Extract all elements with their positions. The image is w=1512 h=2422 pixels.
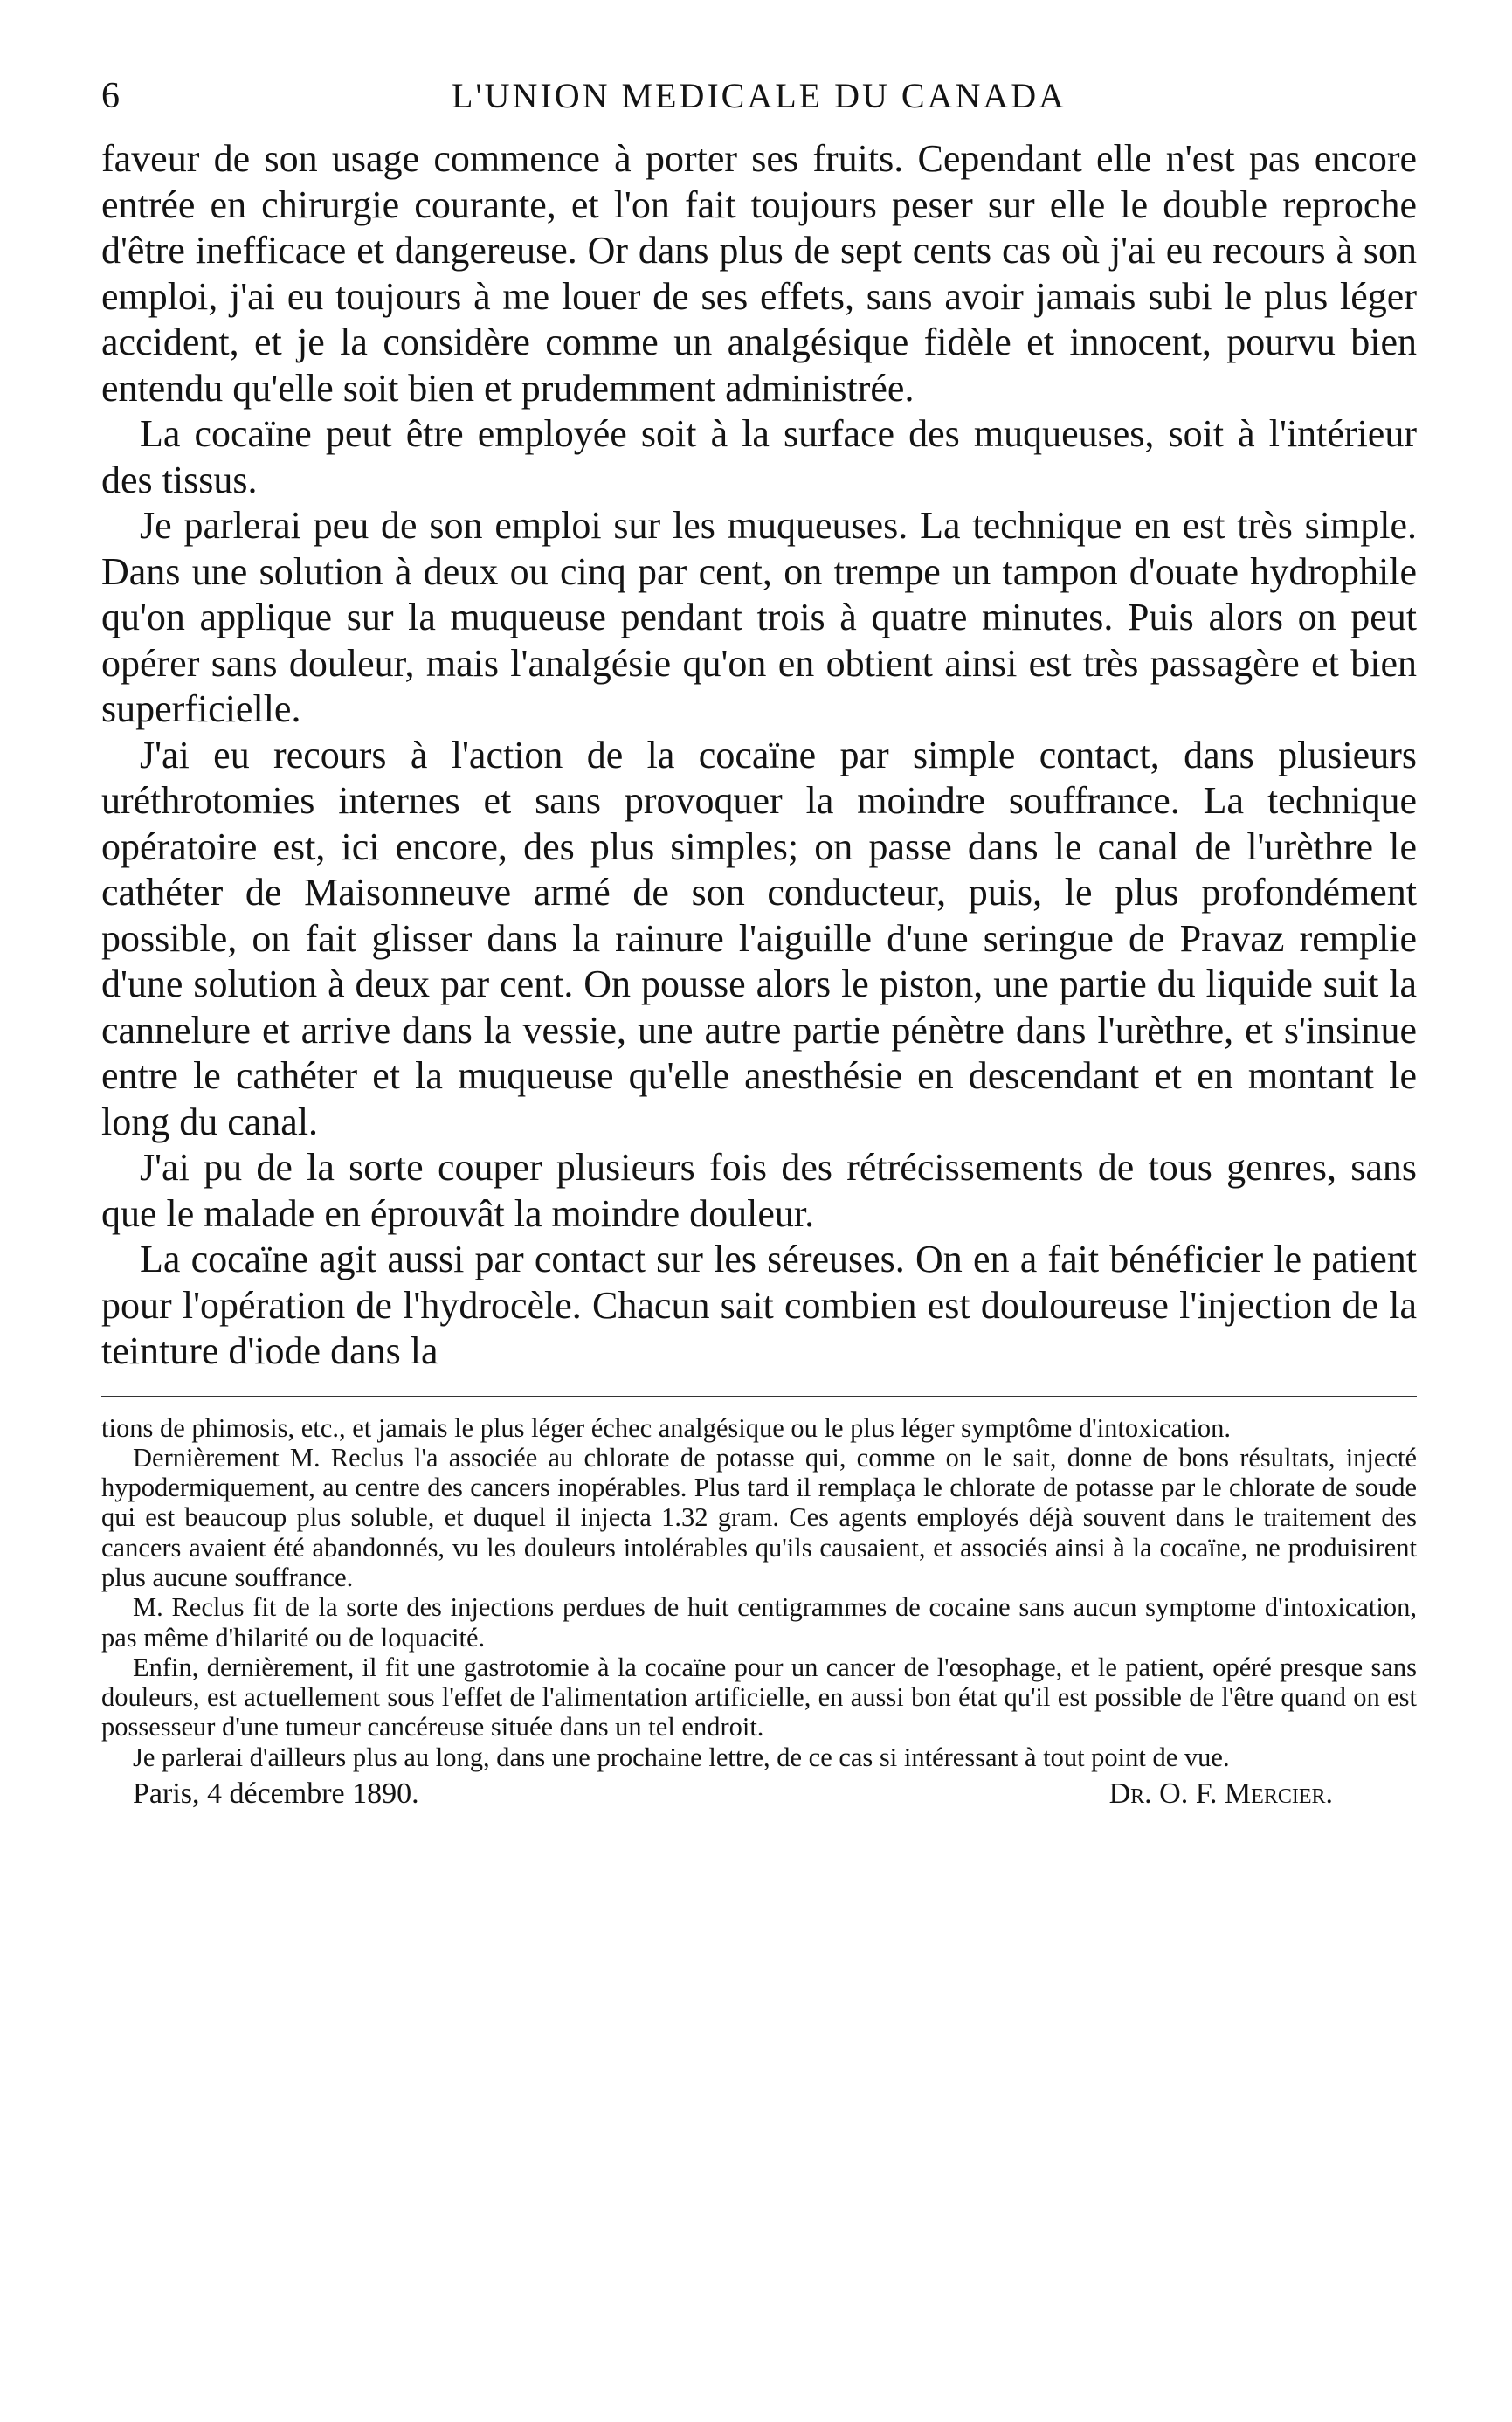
footnote-paragraph: M. Reclus fit de la sorte des injections perdues de huit centigrammes de cocaine sans aucun symptome d'intoxication, pas même d'hilarité ou de loquacité.: [101, 1592, 1417, 1653]
footnote-paragraph: Enfin, dernièrement, il fit une gastrotomie à la cocaïne pour un cancer de l'œsophage, et le patient, opéré presque sans douleurs, est actuellement sous l'effet de l'alimentation artificielle, en aussi bon état qu'il est possible de l'être quand on est possesseur d'une tumeur cancéreuse située dans un tel endroit.: [101, 1652, 1417, 1742]
body-paragraph: J'ai pu de la sorte couper plusieurs fois des rétrécissements de tous genres, sans que le malade en éprouvât la moindre douleur.: [101, 1146, 1417, 1235]
place-date: Paris, 4 décembre 1890.: [133, 1777, 419, 1811]
article-body: [101, 136, 1417, 1375]
author-signature: Dr. O. F. Mercier.: [1108, 1777, 1333, 1811]
body-paragraph: J'ai eu recours à l'action de la cocaïne par simple contact, dans plusieurs uréthrotomies internes et sans provoquer la moindre souffrance. La technique opératoire est, ici encore, des plus simples; on passe dans le canal de l'urèthre le cathéter de Maisonneuve armé de son conducteur, puis, le plus profondément possible, on fait glisser dans la rainure l'aiguille d'une seringue de Pravaz remplie d'une solution à deux par cent. On pousse alors le piston, une partie du liquide suit la cannelure et arrive dans la vessie, une autre partie pénètre dans l'urèthre, et s'insinue entre le cathéter et la muqueuse qu'elle anesthésie en descendant et en montant le long du canal.: [101, 733, 1417, 1143]
body-paragraph: Je parlerai peu de son emploi sur les muqueuses. La technique en est très simple. Dans une solution à deux ou cinq par cent, on trempe un tampon d'ouate hydrophile qu'on applique sur la muqueuse pendant trois à quatre minutes. Puis alors on peut opérer sans douleur, mais l'analgésie qu'on en obtient ainsi est très passagère et bien superficielle.: [101, 504, 1417, 730]
footnote-paragraph: Dernièrement M. Reclus l'a associée au chlorate de potasse qui, comme on le sait, donne de bons résultats, injecté hypodermiquement, au centre des cancers inopérables. Plus tard il remplaça le chlorate de potasse par le chlorate de soude qui est beaucoup plus soluble, et duquel il injecta 1.32 gram. Ces agents employés déjà souvent dans le traitement des cancers avaient été abandonnés, vu les douleurs intolérables qu'ils causaient, et associés ainsi à la cocaïne, ne produisirent plus aucune souffrance.: [101, 1442, 1417, 1592]
signature-line: [101, 1777, 1417, 1812]
body-paragraph: faveur de son usage commence à porter ses fruits. Cependant elle n'est pas encore entrée en chirurgie courante, et l'on fait toujours peser sur elle le double reproche d'être inefficace et dangereuse. Or dans plus de sept cents cas où j'ai eu recours à son emploi, j'ai eu toujours à me louer de ses effets, sans avoir jamais subi le plus léger accident, et je la considère comme un analgésique fidèle et innocent, pourvu bien entendu qu'elle soit bien et prudemment administrée.: [101, 137, 1417, 410]
running-head: [101, 75, 1417, 136]
footnote-separator-rule: [101, 1396, 1417, 1397]
footnote-paragraph: Je parlerai d'ailleurs plus au long, dans une prochaine lettre, de ce cas si intéressant à tout point de vue.: [133, 1742, 1230, 1772]
body-paragraph: La cocaïne agit aussi par contact sur les séreuses. On en a fait bénéficier le patient pour l'opération de l'hydrocèle. Chacun sait combien est douloureuse l'injection de la teinture d'iode dans la: [101, 1238, 1417, 1372]
body-paragraph: La cocaïne peut être employée soit à la surface des muqueuses, soit à l'intérieur des tissus.: [101, 412, 1417, 501]
journal-title: L'UNION MEDICALE DU CANADA: [451, 76, 1067, 115]
page-number: 6: [101, 76, 120, 116]
document-page: [101, 75, 1417, 1812]
footnote-paragraph: tions de phimosis, etc., et jamais le plus léger échec analgésique ou le plus léger symptôme d'intoxication.: [101, 1412, 1231, 1443]
footnotes: [101, 1413, 1417, 1773]
